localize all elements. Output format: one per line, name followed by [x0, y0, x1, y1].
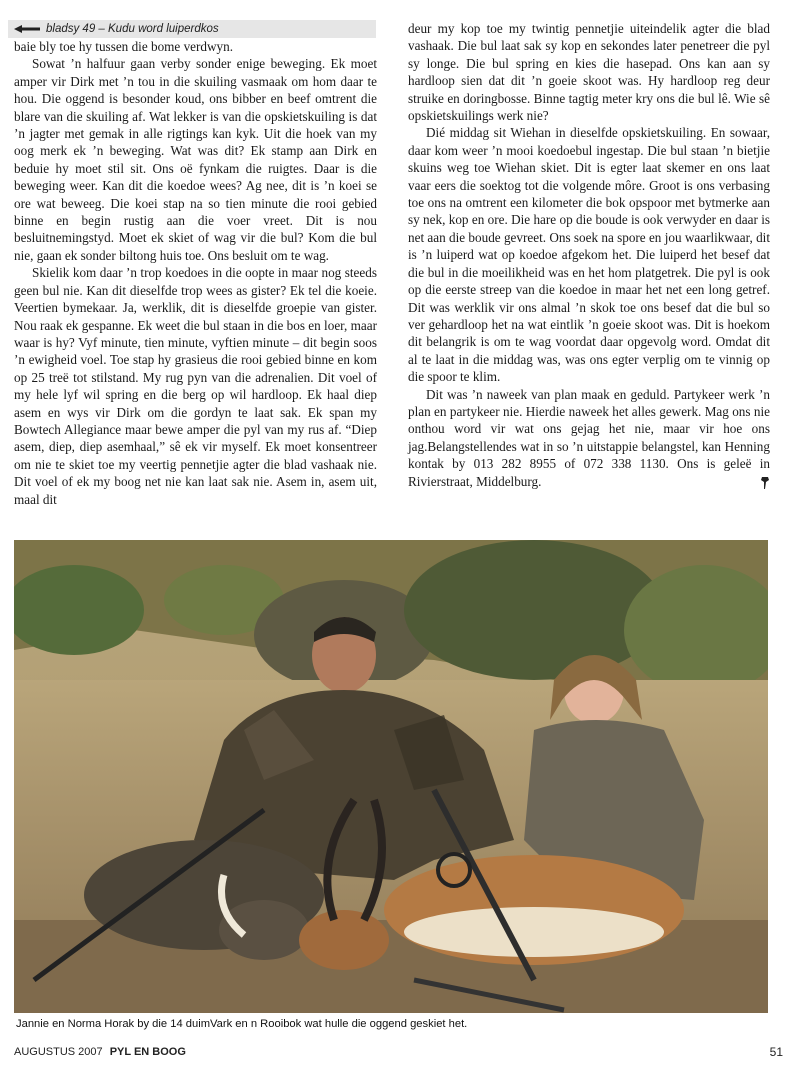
paragraph: Dit was ’n naweek van plan maak en geduld. Partykeer werk ’n plan en partykeer nie. Hierdie naweek het alles gewerk. Mag ons nie onthou word vir wat ons gejag het nie, maar vir hoe ons jag.Belangstellendes wat in so ’n uitstappie belangstel, kan Henning kontak by 013 282 8955 of 072 338 1130. Ons is geleë in Rivierstraat, Middelburg.	[408, 386, 770, 489]
paragraph: baie bly toe hy tussen die bome verdwyn.	[14, 39, 234, 54]
arrow-logo-icon	[14, 24, 40, 34]
header-title: bladsy 49 – Kudu word luiperdkos	[46, 23, 219, 35]
footer-date: AUGUSTUS 2007	[14, 1046, 103, 1058]
footer-magazine-name: PYL EN BOOG	[109, 1046, 186, 1058]
right-column	[408, 20, 770, 490]
paragraph: Dié middag sit Wiehan in dieselfde opskietskuiling. En sowaar, daar kom weer ’n mooi koedoebul ingestap. Die bul staan ’n bietjie skuins weg toe Wiehan skiet. Dit is egter laat skemer en ons laat vaar eers die soektog tot die volgende môre. Groot is ons verbasing toe ons na omtrent een kilometer die bok opspoor met bytmerke aan sy nek, kop en ore. Die hare op die boude is ook verwyder en daar is net aan die boude gevreet. Ons soek na spore en jou waarlikwaar, dit is ’n luiperd wat op koedoe afgekom het. Die luiperd het besef dat die bul in die moeilikheid was en het hom platgetrek. Die pyl is ook op die eerste streep van die koedoe in maar het net een long getref. Dit was werklik vir ons almal ’n skok toe ons besef dat die bul so ver gehardloop het na wat eintlik ’n goeie skoot was. Dit is hoekom dit belangrik is om te wag voordat daar opgevolg word. Omdat dit al te laat in die middag was, was ons egter verplig om te vinnig op die spoor te klim.	[408, 125, 770, 385]
hunting-photo	[14, 540, 768, 1013]
page-number: 51	[769, 1045, 783, 1059]
left-column	[14, 38, 377, 508]
footer	[14, 1046, 186, 1058]
running-header	[8, 20, 376, 38]
photo-caption: Jannie en Norma Horak by die 14 duimVark en n Rooibok wat hulle die oggend geskiet het.	[16, 1018, 468, 1030]
paragraph: deur my kop toe my twintig pennetjie uiteindelik agter die blad vashaak. Die bul laat sak sy kop en sekondes later penetreer die pyl sy longe. Die bul spring en kies die hasepad. Ons kan aan sy hardloop sien dat dit ’n goeie skoot was. Hy hardloop reg deur struike en doringbosse. Binne tagtig meter kry ons die bul lê. Wie sê opskietskuilings werk nie?	[408, 21, 770, 124]
paragraph: Sowat ’n halfuur gaan verby sonder enige beweging. Ek moet amper vir Dirk met ’n tou in die skuiling vasmaak om hom daar te hou. Die oggend is besonder koud, ons bibber en beef omtrent die blare van die skuiling af. Wat lekker is van die opskietskuiling is dat ’n jagter met gemak in alle rigtings kan kyk. Uit die hoek van my oog merk ek ’n beweging. Wat was dit? Ek stamp aan Dirk en beduie hy moet stil sit. Ons oë fynkam die ruigtes. Daar is die beweging weer. Kan dit die koedoe wees? Ag nee, dit is ’n koei se ore wat beweeg. Die koei stap na so tien minute die rooi gebied binne en begin rustig aan die voer vreet. Dit is nou besluitnemingstyd. Moet ek skiet of wag vir die bul? Kom die bul nie, gaan ek sonder biltong huis toe. Ons besluit om te wag.	[14, 56, 377, 263]
photo-illustration	[14, 540, 768, 1013]
paragraph: Skielik kom daar ’n trop koedoes in die oopte in maar nog steeds geen bul nie. Kan dit dieselfde trop wees as gister? Ek tel die koeie. Veertien bymekaar. Ja, werklik, dit is dieselfde groepie van gister. Nou raak ek gespanne. Ek weet die bul staan in die bos en loer, maar waar is hy? Vyf minute, tien minute, vyftien minute – dit begin soos ’n ewigheid voel. Toe stap hy grasieus die rooi gebied binne en kom op 25 treë tot stilstand. My rug pyn van die adrenalien. Dit voel of my hele lyf wil spring en die berg op wil hardloop. Ek haal diep asem en wys vir Dirk om die gordyn te laat sak. Ek span my Bowtech Allegiance maar bewe amper die pyl van my rus af. “Diep asem, diep, diep asemhaal,” sê ek vir myself. Ek moet konsentreer om nie te skiet toe my veertig pennetjie agter die blad vashaak nie. Dit voel of ek my boog net nie kan laat sak nie. Asem in, asem uit, maal dit	[14, 265, 377, 507]
end-mark-icon	[760, 476, 770, 490]
